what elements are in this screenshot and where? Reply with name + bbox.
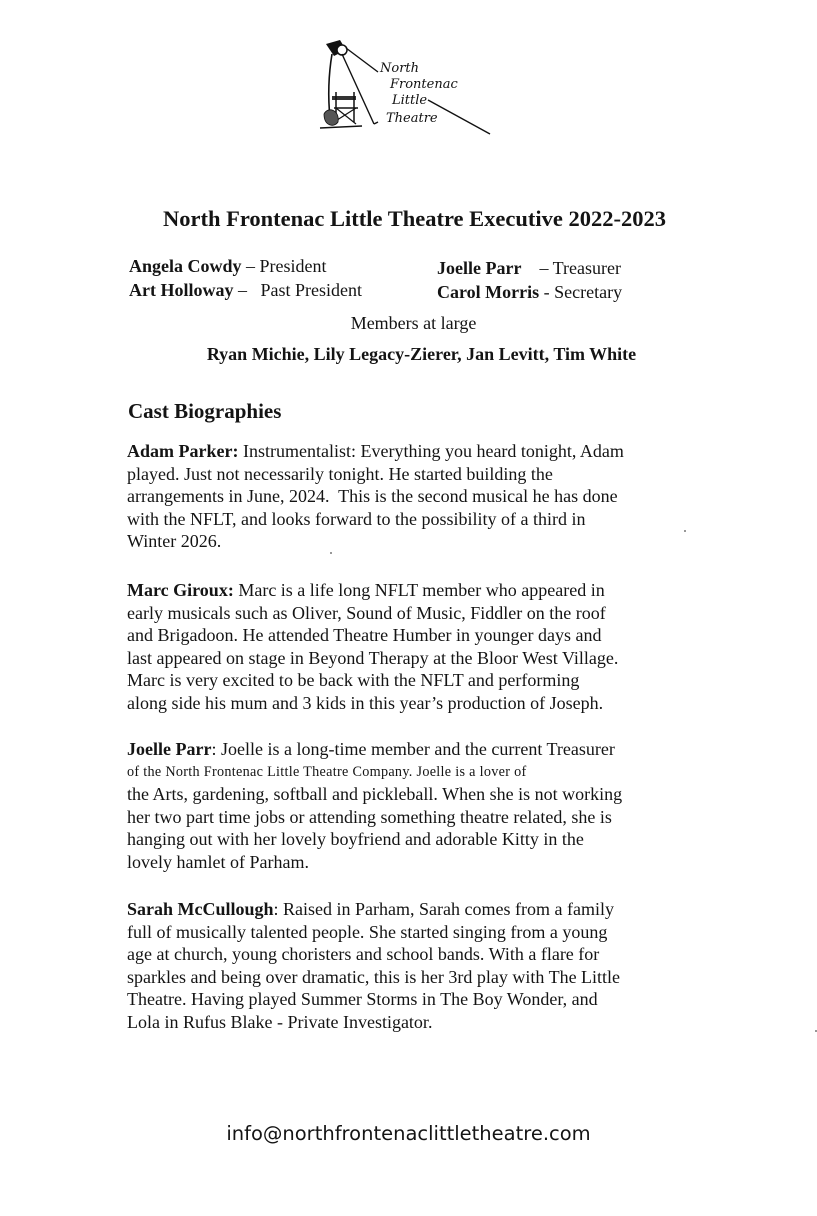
members-at-large-names: Ryan Michie, Lily Legacy-Zierer, Jan Levitt, Tim White xyxy=(206,344,637,364)
bio-name: Marc Giroux: xyxy=(127,580,234,600)
bio-text: : Raised in Parham, Sarah comes from a family xyxy=(273,899,614,919)
bio-adam-parker xyxy=(127,440,697,553)
officer-name: Angela Cowdy xyxy=(129,256,242,276)
bio-line: Lola in Rufus Blake - Private Investigator. xyxy=(127,1011,433,1032)
members-at-large-label: Members at large xyxy=(350,313,477,333)
bio-line: Marc is very excited to be back with the NFLT and performing xyxy=(127,670,580,691)
bio-name: Sarah McCullough xyxy=(127,899,274,919)
officer-separator: – xyxy=(233,280,261,300)
bio-line: age at church, young choristers and school bands. With a flare for xyxy=(127,944,600,965)
officer-secretary xyxy=(437,282,622,303)
officer-role: Secretary xyxy=(554,282,623,302)
bio-line: lovely hamlet of Parham. xyxy=(127,851,309,872)
officer-name: Joelle Parr xyxy=(437,258,522,278)
contact-email: info@northfrontenaclittletheatre.com xyxy=(226,1122,591,1145)
bio-name: Adam Parker: xyxy=(127,441,239,461)
svg-text:Frontenac: Frontenac xyxy=(390,77,458,92)
officer-name: Art Holloway xyxy=(129,280,234,300)
officer-president xyxy=(129,256,327,277)
svg-text:North: North xyxy=(380,61,420,76)
bio-name: Joelle Parr xyxy=(127,739,212,759)
officer-role: Past President xyxy=(260,280,362,300)
bio-line: of the North Frontenac Little Theatre Company. Joelle is a lover of xyxy=(127,763,527,780)
officer-role: President xyxy=(259,256,327,276)
bio-line: and Brigadoon. He attended Theatre Humber in younger days and xyxy=(127,625,602,646)
executive-title: North Frontenac Little Theatre Executive 2022-2023 xyxy=(162,206,667,231)
bio-text: : Joelle is a long-time member and the current Treasurer xyxy=(211,739,615,759)
bio-sarah-mccullough xyxy=(127,898,697,1034)
bio-line: her two part time jobs or attending something theatre related, she is xyxy=(127,806,612,827)
bio-line xyxy=(127,579,697,602)
bio-line xyxy=(127,738,697,761)
officer-name: Carol Morris xyxy=(437,282,540,302)
bio-joelle-parr xyxy=(127,738,697,874)
officer-separator: – xyxy=(241,256,260,276)
bio-line: full of musically talented people. She started singing from a young xyxy=(127,921,608,942)
bio-line: Winter 2026. xyxy=(127,531,222,552)
spotlight-director-chair-logo-icon xyxy=(318,38,498,138)
scan-speck xyxy=(684,530,686,532)
officer-role: Treasurer xyxy=(552,258,621,278)
bio-line: arrangements in June, 2024. This is the second musical he has done xyxy=(127,486,618,507)
officer-separator: – xyxy=(521,258,553,278)
officer-past-president xyxy=(129,280,362,301)
bio-line: last appeared on stage in Beyond Therapy at the Bloor West Village. xyxy=(127,647,619,668)
bio-text: Instrumentalist: Everything you heard tonight, Adam xyxy=(238,441,624,461)
bio-line: played. Just not necessarily tonight. He started building the xyxy=(127,463,553,484)
bio-line: Theatre. Having played Summer Storms in The Boy Wonder, and xyxy=(127,989,598,1010)
bio-text: Marc is a life long NFLT member who appeared in xyxy=(233,580,605,600)
officer-separator: - xyxy=(539,282,555,302)
bio-line: sparkles and being over dramatic, this is her 3rd play with The Little xyxy=(127,966,621,987)
bio-line xyxy=(127,898,697,921)
scan-speck xyxy=(330,552,332,554)
director-chair-icon xyxy=(320,92,362,128)
spotlight-icon xyxy=(326,40,347,56)
svg-text:Little: Little xyxy=(392,93,428,108)
bio-line: hanging out with her lovely boyfriend and adorable Kitty in the xyxy=(127,829,584,850)
bio-line: early musicals such as Oliver, Sound of Music, Fiddler on the roof xyxy=(127,602,606,623)
cast-biographies-heading: Cast Biographies xyxy=(128,399,282,423)
bio-line: with the NFLT, and looks forward to the possibility of a third in xyxy=(127,508,586,529)
svg-text:Theatre: Theatre xyxy=(386,111,438,126)
bio-line: the Arts, gardening, softball and pickleball. When she is not working xyxy=(127,784,623,805)
bio-line xyxy=(127,440,697,463)
theatre-logo xyxy=(318,38,498,138)
officer-treasurer xyxy=(437,258,621,279)
bio-line: along side his mum and 3 kids in this year’s production of Joseph. xyxy=(127,692,604,713)
bio-marc-giroux xyxy=(127,579,697,715)
